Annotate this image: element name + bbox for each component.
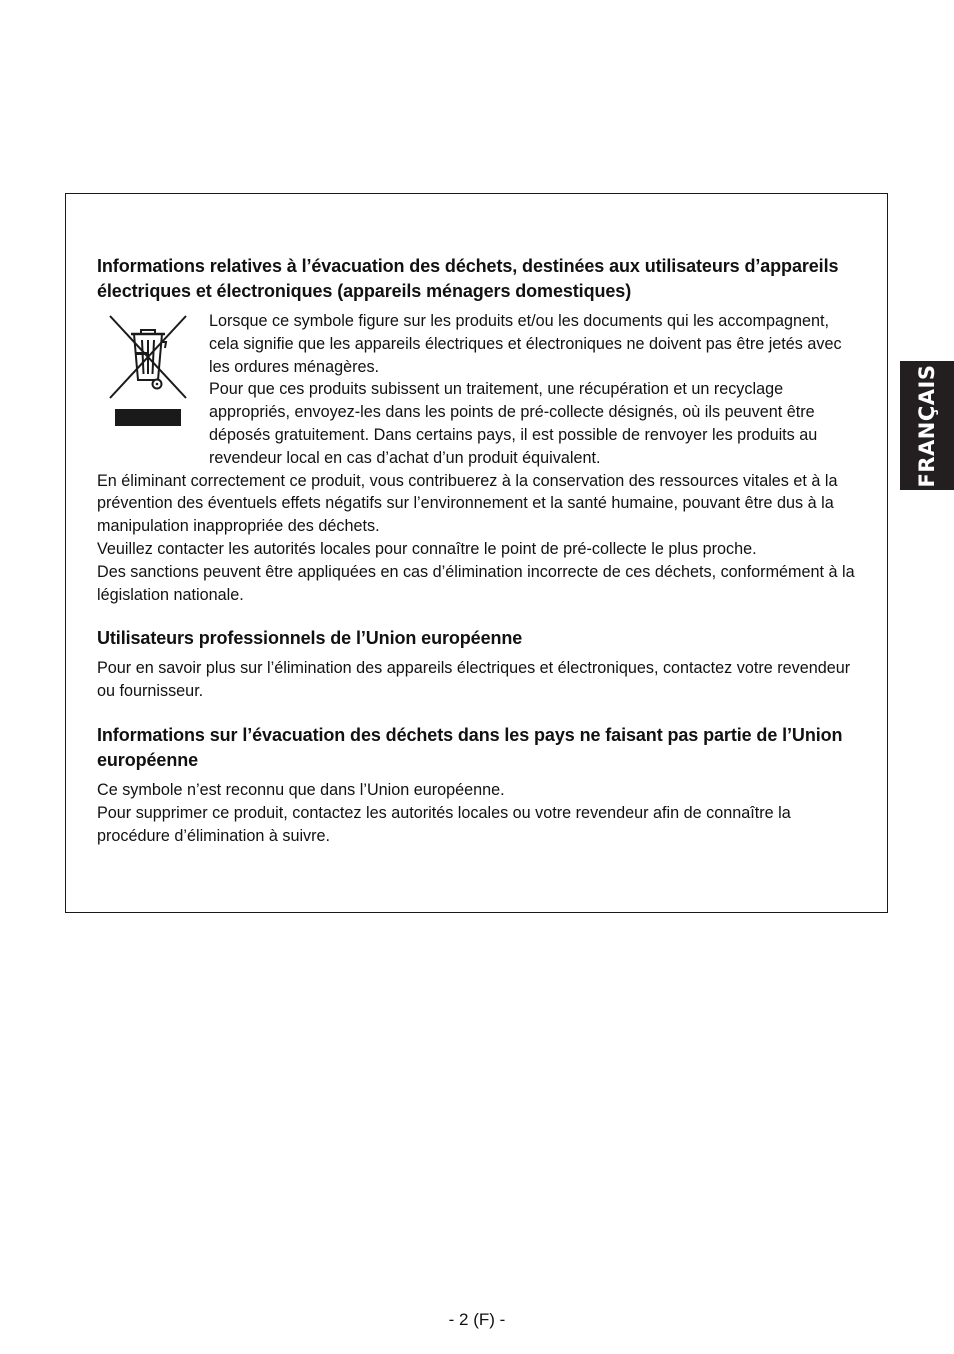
language-tab-label: FRANÇAIS	[915, 364, 939, 487]
section-3-paragraph-1: Ce symbole n’est reconnu que dans l’Union européenne.	[97, 780, 505, 799]
weee-black-bar	[115, 409, 181, 426]
crossed-out-wheelie-bin-icon	[106, 312, 190, 408]
section-1-paragraph-2: Pour que ces produits subissent un traitement, une récupération et un recyclage appropriés, envoyez-les dans les points de pré-collecte désignés, où ils peuvent être déposés gratuitement. Dans certains pays, il est possible de renvoyer les produits au revendeur local en cas d’achat d’un produit équivalent.	[209, 380, 818, 467]
section-1-paragraph-4: Veuillez contacter les autorités locales pour connaître le point de pré-collecte le plus proche.	[97, 539, 757, 558]
disposal-notice-box	[65, 193, 888, 913]
section-3-title: Informations sur l’évacuation des déchets dans les pays ne faisant pas partie de l’Union européenne	[97, 724, 843, 770]
weee-symbol	[97, 310, 209, 460]
section-1-paragraph-5: Des sanctions peuvent être appliquées en cas d’élimination incorrecte de ces déchets, conformément à la législation nationale.	[97, 562, 855, 604]
notice-content	[97, 254, 859, 847]
section-2-title: Utilisateurs professionnels de l’Union européenne	[97, 628, 523, 649]
section-1-paragraph-1: Lorsque ce symbole figure sur les produits et/ou les documents qui les accompagnent, cela signifie que les appareils électriques et électroniques ne doivent pas être jetés avec les ordures ménagères.	[209, 312, 842, 376]
page-number: - 2 (F) -	[448, 1310, 506, 1329]
section-2-paragraph-1: Pour en savoir plus sur l’élimination des appareils électriques et électroniques, contactez votre revendeur ou fournisseur.	[97, 659, 851, 701]
section-3-paragraph-2: Pour supprimer ce produit, contactez les autorités locales ou votre revendeur afin de connaître la procédure d’élimination à suivre.	[97, 803, 791, 845]
section-1-title: Informations relatives à l’évacuation des déchets, destinées aux utilisateurs d’appareils électriques et électroniques (appareils ménagers domestiques)	[97, 256, 839, 301]
language-tab	[900, 361, 954, 490]
section-1-paragraph-3: En éliminant correctement ce produit, vous contribuerez à la conservation des ressources vitales et à la prévention des éventuels effets négatifs sur l’environnement et la santé humaine, pouvant être dus à la manipulation inappropriée des déchets.	[97, 471, 838, 536]
